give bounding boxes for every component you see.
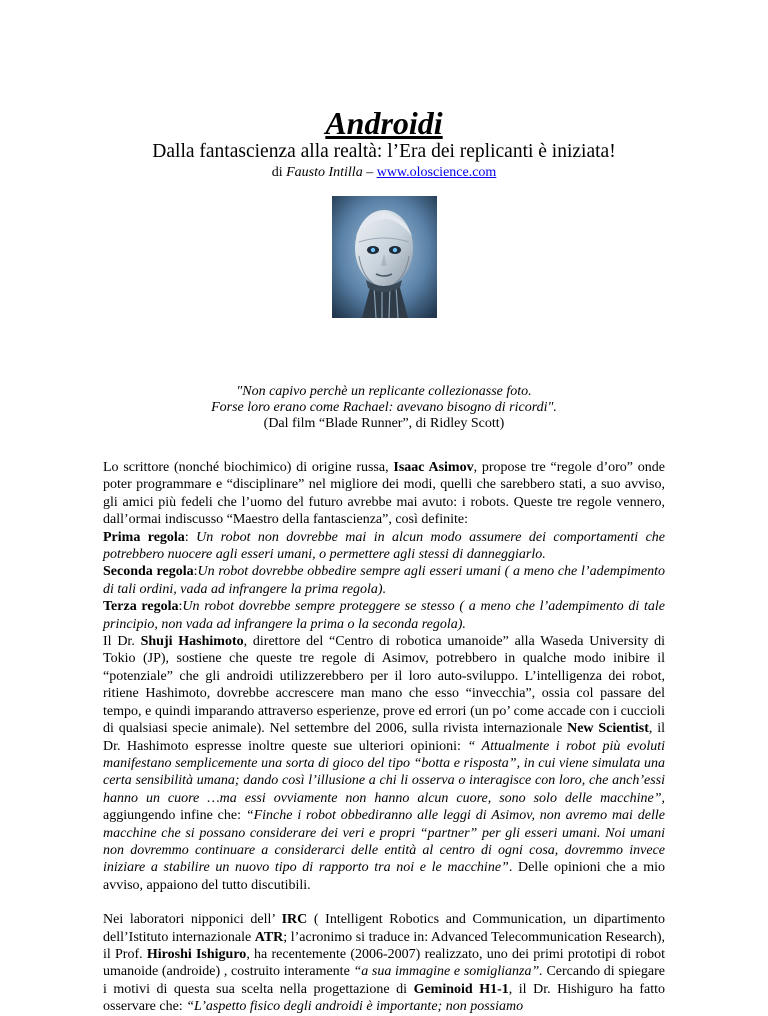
text-span: ( Intelligent Robotics and Communication, un dipartimento dell’Istituto internazionale <box>103 912 665 945</box>
rule-label: Seconda regola <box>103 564 194 580</box>
name-hiroshi-ishiguro: Hiroshi Ishiguro <box>146 946 247 962</box>
text-span: , direttore del “Centro di robotica umanoide” alla Waseda University di Tokio (JP), sostiene che queste tre regole di Asimov, potrebbero in qualche modo inibire il “potenziale” che gli androidi utilizzerebbero per il loro auto-sviluppo. L’intelligenza dei robot, ritiene Hashimoto, dovrebbe accrescere man mano che esso “invecchia”, ossia col passare del tempo, e quindi imparando attraverso esperienze, prove ed errori (un po’ come accade con i cuccioli di qualsiasi specie animale). Nel settembre del 2006, sulla rivista internazionale <box>103 634 666 737</box>
text-span: , ha recentemente (2006-2007) realizzato, uno dei primi prototipi di robot umanoide (androide) , costruito interamente <box>103 946 666 980</box>
rule-label: Terza regola <box>103 599 179 615</box>
document-title: Androidi <box>325 105 443 141</box>
text-span: , propose tre “regole d’oro” onde poter programmare e “disciplinare” nel migliore dei modi, quelli che sarebbero stati, a suo avviso, gli amici più fedeli che l’uomo del futuro avrebbe mai avuto: i robots. Queste tre regole vennero, dall’ormai indiscusso “Maestro della fantascienza”, così definite: <box>103 460 665 528</box>
rule-text: Un robot dovrebbe obbedire sempre agli esseri umani ( a meno che l’adempimento di tali ordini, vada ad infrangere la prima regola). <box>103 564 665 597</box>
text-span: Nei laboratori nipponici dell’ <box>103 912 282 928</box>
document-subtitle: Dalla fantascienza alla realtà: l’Era dei replicanti è iniziata! <box>152 141 616 162</box>
rule-second <box>103 563 665 598</box>
rule-first <box>103 529 665 564</box>
rule-label: Prima regola <box>103 529 185 545</box>
byline-prefix: di <box>271 165 287 180</box>
name-shuji-hashimoto: Shuji Hashimoto <box>140 634 244 650</box>
byline <box>103 164 665 182</box>
byline-separator: – <box>362 165 377 180</box>
paragraph-ishiguro <box>103 911 665 1015</box>
paragraph-hashimoto <box>103 633 665 894</box>
android-robot-head-icon <box>332 196 437 318</box>
rule-text: Un robot non dovrebbe mai in alcun modo assumere dei comportamenti che potrebbero nuocere agli esseri umani, o permettere agli stessi di danneggiarlo. <box>103 529 666 563</box>
document-page <box>103 0 665 1016</box>
name-atr: ATR <box>254 929 284 945</box>
text-span: . Delle opinioni che a mio avviso, appaiono del tutto discutibili. <box>103 860 665 893</box>
rule-third <box>103 598 665 633</box>
ishiguro-quote-2: “L’aspetto fisico degli androidi è importante; non possiamo <box>186 999 524 1015</box>
quote-source: (Dal film “Blade Runner”, di Ridley Scott) <box>263 416 505 431</box>
ishiguro-quote-1: “a sua immagine e somiglianza”. <box>353 964 543 980</box>
rule-text: Un robot dovrebbe sempre proteggere se stesso ( a meno che l’adempimento di tale principio, non vada ad infrangere la prima o la seconda regola). <box>103 599 665 632</box>
paragraph-asimov <box>103 459 665 529</box>
author-name: Fausto Intilla <box>286 165 363 180</box>
hashimoto-quote-2: “Finche i robot obbediranno alle leggi di Asimov, non avremo mai delle macchine che si possano considerare dei veri e propri “partner” per gli esseri umani. Noi umani non dovremmo continuare a considerarci delle entità al centro di ogni cosa, dovremmo invece iniziare a stabilire un nuovo tipo di rapporto tra noi e le macchine” <box>103 808 665 876</box>
text-span: ; l’acronimo si traduce in: Advanced Telecommunication Research), il Prof. <box>103 929 666 962</box>
website-link[interactable]: www.oloscience.com <box>376 165 497 180</box>
text-span: , il Dr. Hishiguro ha fatto osservare che: <box>103 981 665 1015</box>
rule-separator: : <box>184 529 197 545</box>
name-irc: IRC <box>281 912 308 928</box>
rule-separator: : <box>178 599 183 615</box>
text-span: Lo scrittore (nonché biochimico) di origine russa, <box>103 460 394 475</box>
rule-separator: : <box>193 564 198 580</box>
blade-runner-quote <box>103 384 665 432</box>
name-new-scientist: New Scientist <box>567 721 649 737</box>
text-span: , il Dr. Hashimoto espresse inoltre queste sue ulteriori opinioni: <box>103 721 665 754</box>
hashimoto-quote-1: “ Attualmente i robot più evoluti manifestano semplicemente una sorta di gioco del tipo “botta e risposta”, in cui viene simulata una certa sensibilità umana; dando così l’illusione a chi li osserva o interagisce con loro, che anch’essi hanno un cuore …ma essi ovviamente non hanno alcun cuore, sono solo delle macchine” <box>103 738 665 806</box>
text-span: , aggiungendo infine che: <box>103 790 665 824</box>
text-span: Il Dr. <box>103 634 141 650</box>
quote-line-2: Forse loro erano come Rachael: avevano bisogno di ricordi". <box>211 400 557 415</box>
quote-line-1: "Non capivo perchè un replicante collezionasse foto. <box>236 384 532 399</box>
name-geminoid: Geminoid H1-1 <box>413 981 509 997</box>
article-body <box>103 459 665 1016</box>
text-span: Cercando di spiegare i motivi di questa sua scelta nella progettazione di <box>103 964 665 997</box>
name-isaac-asimov: Isaac Asimov <box>393 460 474 475</box>
portrait-container <box>103 196 665 320</box>
